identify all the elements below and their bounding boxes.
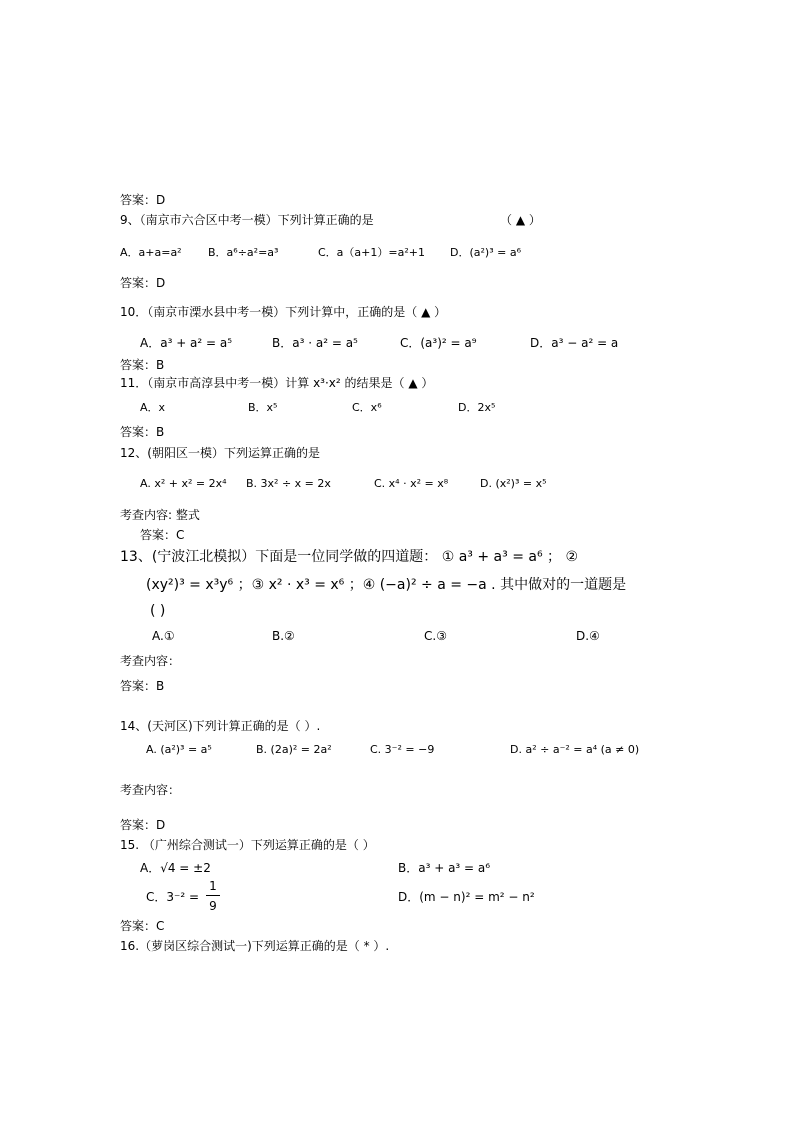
answer-line: 答案：D	[120, 818, 166, 832]
question-12: 12、(朝阳区一模）下列运算正确的是	[120, 446, 320, 460]
answer-blank: ( )	[150, 603, 166, 619]
question-10: 10．（南京市溧水县中考一模）下列计算中，正确的是（ ▲ ）	[120, 305, 447, 319]
option-d: D. a² ÷ a⁻² = a⁴ (a ≠ 0)	[510, 743, 640, 756]
option-b: B．x⁵	[248, 401, 278, 414]
answer-blank: （ ▲ ）	[500, 213, 541, 227]
topic-line: 考查内容：	[120, 654, 181, 668]
option-d: D．(a²)³ = a⁶	[450, 246, 521, 259]
option-b: B．a³ · a² = a⁵	[272, 336, 358, 350]
option-b: B. (2a)² = 2a²	[256, 743, 332, 756]
answer-line: 答案：D	[120, 276, 166, 290]
answer-line: 答案：D	[120, 193, 166, 207]
topic-line: 考查内容: 整式	[120, 508, 200, 522]
option-c-prefix: C．3⁻² =	[146, 890, 200, 904]
question-11: 11．（南京市高淳县中考一模）计算 x³·x² 的结果是（ ▲ ）	[120, 376, 434, 390]
option-a: A．√4 = ±2	[140, 861, 211, 875]
question-13-continued: (xy²)³ = x³y⁶ ；③ x² · x³ = x⁶ ；④ (−a)² ÷ a = −a . 其中做对的一道题是	[146, 577, 627, 593]
option-d: D．(m − n)² = m² − n²	[398, 890, 535, 904]
fraction-denominator: 9	[209, 899, 217, 913]
option-a: A. (a²)³ = a⁵	[146, 743, 212, 756]
option-c: C．x⁶	[352, 401, 382, 414]
answer-line: 答案：C	[120, 919, 165, 933]
option-c: C. 3⁻² = −9	[370, 743, 435, 756]
option-d: D．2x⁵	[458, 401, 496, 414]
option-d: D. (x²)³ = x⁵	[480, 477, 547, 490]
option-c: C．a（a+1）=a²+1	[318, 246, 425, 259]
option-a: A．x	[140, 401, 166, 414]
answer-line: 答案：B	[120, 679, 165, 693]
option-b: B．a³ + a³ = a⁶	[398, 861, 491, 875]
question-13: 13、(宁波江北模拟）下面是一位同学做的四道题： ① a³ + a³ = a⁶ ； ②	[120, 549, 579, 565]
question-14: 14、(天河区)下列计算正确的是（ ）.	[120, 719, 321, 733]
question-9: 9、（南京市六合区中考一模）下列计算正确的是	[120, 213, 374, 227]
option-a: A. x² + x² = 2x⁴	[140, 477, 227, 490]
option-a: A．a³ + a² = a⁵	[140, 336, 233, 350]
fraction-bar	[206, 895, 220, 896]
option-c: C. x⁴ · x² = x⁸	[374, 477, 449, 490]
question-15: 15. （广州综合测试一）下列运算正确的是（ ）	[120, 838, 375, 852]
topic-line: 考查内容：	[120, 783, 181, 797]
option-d: D.④	[576, 629, 600, 643]
fraction-numerator: 1	[209, 879, 217, 893]
option-c: C.③	[424, 629, 447, 643]
option-a: A.①	[152, 629, 175, 643]
option-b: B. 3x² ÷ x = 2x	[246, 477, 331, 490]
question-16: 16.（萝岗区综合测试一)下列运算正确的是（ * ）.	[120, 939, 390, 953]
option-d: D．a³ − a² = a	[530, 336, 619, 350]
option-a: A．a+a=a²	[120, 246, 182, 259]
answer-line: 答案：B	[120, 425, 165, 439]
option-b: B.②	[272, 629, 295, 643]
answer-line: 答案：C	[140, 528, 185, 542]
answer-line: 答案：B	[120, 358, 165, 372]
option-b: B．a⁶÷a²=a³	[208, 246, 279, 259]
option-c: C．(a³)² = a⁹	[400, 336, 477, 350]
